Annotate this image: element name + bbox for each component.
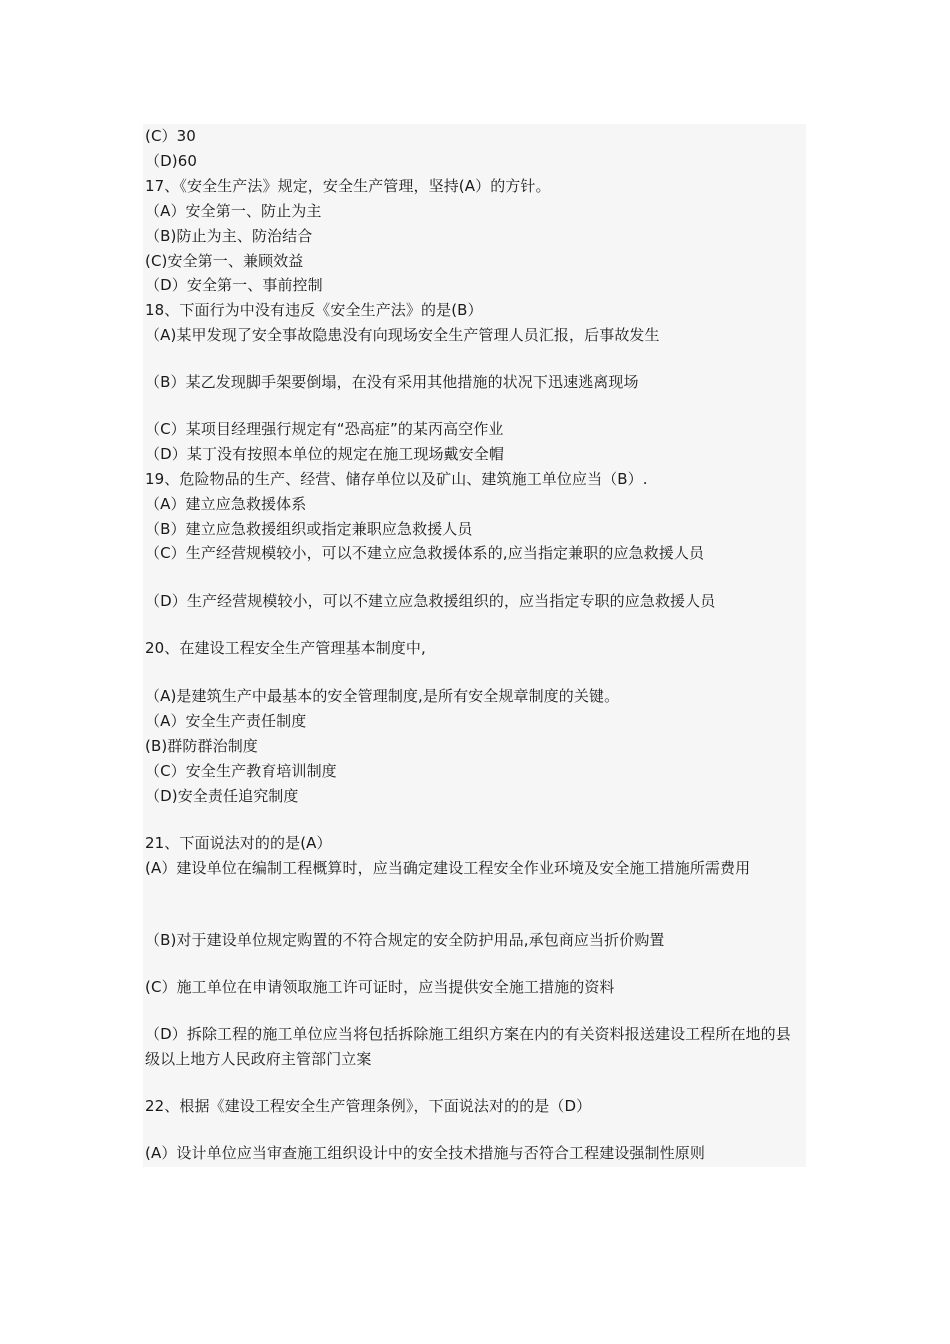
text-line: （A)是建筑生产中最基本的安全管理制度,是所有安全规章制度的关键。 [145,687,620,705]
text-line: （D)60 [145,152,197,170]
text-line: (A）建设单位在编制工程概算时，应当确定建设工程安全作业环境及安全施工措施所需费用 [145,859,751,877]
text-line: (C)安全第一、兼顾效益 [145,252,304,270]
text-line: （A）安全第一、防止为主 [145,202,322,220]
text-line: （D）某丁没有按照本单位的规定在施工现场戴安全帽 [145,445,504,463]
document-page [143,124,806,1167]
text-line: （D）安全第一、事前控制 [145,276,323,294]
text-line: （D）拆除工程的施工单位应当将包括拆除施工组织方案在内的有关资料报送建设工程所在地的县级以上地方人民政府主管部门立案 [145,1025,791,1068]
text-line: （A)某甲发现了安全事故隐患没有向现场安全生产管理人员汇报，后事故发生 [145,326,660,344]
text-line: （A）建立应急救援体系 [145,495,307,513]
text-line: （B）某乙发现脚手架要倒塌，在没有采用其他措施的状况下迅速逃离现场 [145,373,639,391]
question-19: 19、危险物品的生产、经营、储存单位以及矿山、建筑施工单位应当（B）. [145,470,648,488]
text-line: （B）建立应急救援组织或指定兼职应急救援人员 [145,520,473,538]
text-line: （D)安全责任追究制度 [145,787,299,805]
text-line: （C）某项目经理强行规定有“恐高症”的某丙高空作业 [145,420,504,438]
text-line: (C）施工单位在申请领取施工许可证时，应当提供安全施工措施的资料 [145,978,615,996]
question-17: 17、《安全生产法》规定，安全生产管理，坚持(A）的方针。 [145,177,551,195]
text-line: （B)防止为主、防治结合 [145,227,313,245]
text-line: (B)群防群治制度 [145,737,258,755]
text-line: (A）设计单位应当审查施工组织设计中的安全技术措施与否符合工程建设强制性原则 [145,1144,705,1162]
question-18: 18、下面行为中没有违反《安全生产法》的是(B） [145,301,483,319]
text-line: (C）30 [145,127,196,145]
text-line: （D）生产经营规模较小，可以不建立应急救援组织的，应当指定专职的应急救援人员 [145,592,716,610]
text-line: （A）安全生产责任制度 [145,712,307,730]
text-line: （B)对于建设单位规定购置的不符合规定的安全防护用品,承包商应当折价购置 [145,931,665,949]
text-line: （C）生产经营规模较小，可以不建立应急救援体系的,应当指定兼职的应急救援人员 [145,544,705,562]
question-21: 21、下面说法对的的是(A） [145,834,332,852]
question-20: 20、在建设工程安全生产管理基本制度中, [145,639,426,657]
question-22: 22、根据《建设工程安全生产管理条例》，下面说法对的的是（D） [145,1097,592,1115]
text-line: （C）安全生产教育培训制度 [145,762,337,780]
